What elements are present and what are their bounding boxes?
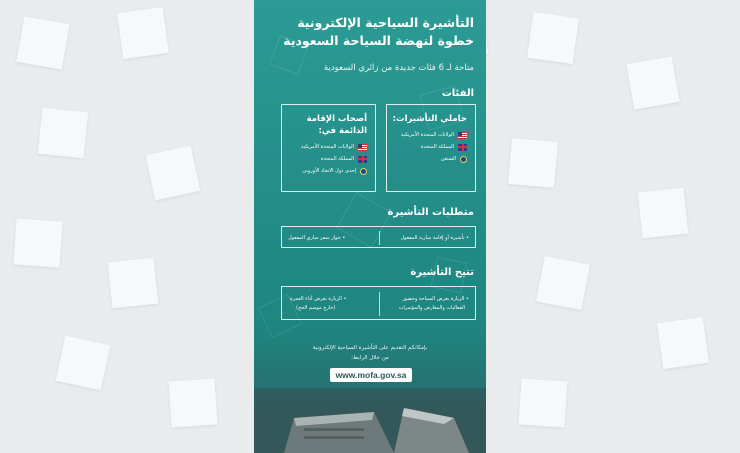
allow-item-line: • الزيارة بغرض السياحة وحضور [402, 296, 469, 302]
requirements-box [281, 226, 476, 248]
visa-holders-title: حاملي التأشيرات: [392, 114, 467, 124]
country-label: المملكة المتحدة [320, 156, 354, 162]
bg-tile [638, 188, 689, 239]
requirements-heading: متطلبات التأشيرة [387, 207, 474, 218]
allows-box [281, 286, 476, 320]
country-label: الشنغن [440, 156, 456, 162]
country-item [286, 143, 367, 151]
bg-tile [527, 12, 579, 64]
visa-holders-box [386, 104, 476, 192]
country-label: الولايات المتحدة الأمريكية [401, 132, 454, 138]
requirement-item: • جواز سفر ساري المفعول [288, 235, 346, 241]
page-subtitle: متاحة لـ 6 فئات جديدة من زائري السعودية [323, 63, 474, 73]
bg-tile [508, 138, 558, 188]
bg-tile [168, 378, 217, 427]
footer-line-1: بإمكانكم التقديم على التأشيرة السياحية الإلكترونية [312, 345, 428, 351]
bg-tile [13, 218, 62, 267]
url-link[interactable]: www.mofa.gov.sa [330, 368, 412, 382]
country-item [286, 155, 367, 163]
country-label: إحدى دول الاتحاد الأوروبي [302, 168, 356, 174]
bg-tile [657, 317, 709, 369]
requirement-item: • تأشيرة أو إقامة سارية المفعول [400, 235, 469, 241]
bg-tile [56, 336, 111, 391]
bg-tile [626, 56, 679, 109]
country-label: الولايات المتحدة الأمريكية [301, 144, 354, 150]
us-flag-icon [458, 132, 467, 139]
uk-flag-icon [458, 144, 467, 151]
us-flag-icon [358, 144, 367, 151]
bg-tile [16, 16, 69, 69]
bg-tile [38, 108, 89, 159]
divider [379, 292, 380, 316]
country-item [286, 167, 367, 175]
footer-line-2: من خلال الرابط: [351, 355, 389, 361]
bg-tile [536, 256, 590, 310]
country-item [391, 131, 467, 139]
architecture-photo [254, 388, 486, 453]
country-item [391, 143, 467, 151]
country-item [391, 155, 467, 163]
eu-flag-icon [360, 168, 367, 175]
bg-tile [146, 146, 201, 201]
visa-infographic [254, 0, 486, 453]
residents-box [281, 104, 376, 192]
page-title: التأشيرة السياحية الإلكترونية خطوة لنهضة السياحة السعودية [283, 15, 474, 48]
uk-flag-icon [358, 156, 367, 163]
eu-flag-icon [460, 156, 467, 163]
bg-tile [117, 7, 169, 59]
categories-heading: الفئات [441, 88, 474, 99]
country-label: المملكة المتحدة [420, 144, 454, 150]
allow-item-line: الفعاليات والمعارض والمؤتمرات [398, 305, 465, 311]
allows-heading: تتيح التأشيرة [410, 267, 474, 278]
allow-item-line: • الزيارة بغرض أداء العمرة [290, 296, 347, 302]
allow-item-line: (خارج موسم الحج) [296, 305, 336, 311]
divider [379, 231, 380, 245]
bg-tile [518, 378, 567, 427]
residents-title: أصحاب الإقامة الدائمة في: [306, 114, 367, 136]
bg-tile [108, 258, 159, 309]
